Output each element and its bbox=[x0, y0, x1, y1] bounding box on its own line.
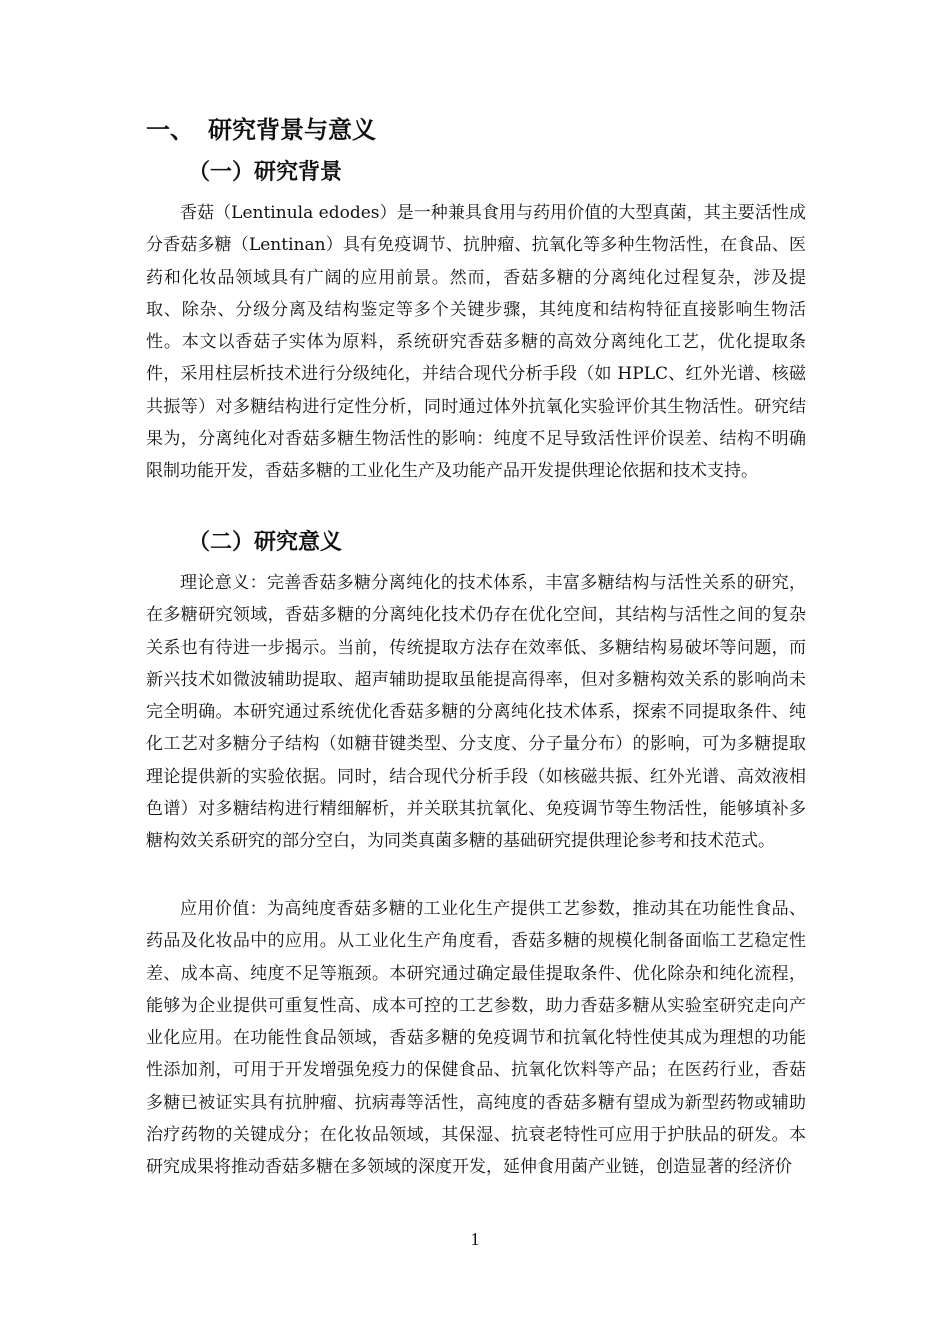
section-title: 研究背景与意义 bbox=[208, 116, 376, 144]
subsection-heading-significance: （二）研究意义 bbox=[188, 530, 343, 555]
page-number: 1 bbox=[470, 1229, 480, 1249]
subsection-heading-background: （一）研究背景 bbox=[188, 160, 343, 185]
theory-significance-paragraph: 理论意义：完善香菇多糖分离纯化的技术体系，丰富多糖结构与活性关系的研究，在多糖研究领域，香菇多糖的分离纯化技术仍存在优化空间，其结构与活性之间的复杂关系也有待进一步揭示。当前，传统提取方法存在效率低、多糖结构易破坏等问题，而新兴技术如微波辅助提取、超声辅助提取虽能提高得率，但对多糖构效关系的影响尚未完全明确。本研究通过系统优化香菇多糖的分离纯化技术体系，探索不同提取条件、纯化工艺对多糖分子结构（如糖苷键类型、分支度、分子量分布）的影响，可为多糖提取理论提供新的实验依据。同时，结合现代分析手段（如核磁共振、红外光谱、高效液相色谱）对多糖结构进行精细解析，并关联其抗氧化、免疫调节等生物活性，能够填补多糖构效关系研究的部分空白，为同类真菌多糖的基础研究提供理论参考和技术范式。 bbox=[146, 573, 806, 852]
background-paragraph: 香菇（Lentinula edodes）是一种兼具食用与药用价值的大型真菌，其主要活性成分香菇多糖（Lentinan）具有免疫调节、抗肿瘤、抗氧化等多种生物活性，在食品、医药和化妆品领域具有广阔的应用前景。然而，香菇多糖的分离纯化过程复杂，涉及提取、除杂、分级分离及结构鉴定等多个关键步骤，其纯度和结构特征直接影响生物活性。本文以香菇子实体为原料，系统研究香菇多糖的高效分离纯化工艺，优化提取条件，采用柱层析技术进行分级纯化，并结合现代分析手段（如 HPLC、红外光谱、核磁共振等）对多糖结构进行定性分析，同时通过体外抗氧化实验评价其生物活性。研究结果为，分离纯化对香菇多糖生物活性的影响：纯度不足导致活性评价误差、结构不明确限制功能开发，香菇多糖的工业化生产及功能产品开发提供理论依据和技术支持。 bbox=[146, 203, 806, 482]
section-heading bbox=[146, 112, 376, 148]
application-value-paragraph: 应用价值：为高纯度香菇多糖的工业化生产提供工艺参数，推动其在功能性食品、药品及化妆品中的应用。从工业化生产角度看，香菇多糖的规模化制备面临工艺稳定性差、成本高、纯度不足等瓶颈。本研究通过确定最佳提取条件、优化除杂和纯化流程，能够为企业提供可重复性高、成本可控的工艺参数，助力香菇多糖从实验室研究走向产业化应用。在功能性食品领域，香菇多糖的免疫调节和抗氧化特性使其成为理想的功能性添加剂，可用于开发增强免疫力的保健食品、抗氧化饮料等产品；在医药行业，香菇多糖已被证实具有抗肿瘤、抗病毒等活性，高纯度的香菇多糖有望成为新型药物或辅助治疗药物的关键成分；在化妆品领域，其保湿、抗衰老特性可应用于护肤品的研发。本研究成果将推动香菇多糖在多领域的深度开发，延伸食用菌产业链，创造显著的经济价 bbox=[146, 899, 806, 1178]
section-number: 一、 bbox=[146, 116, 194, 144]
